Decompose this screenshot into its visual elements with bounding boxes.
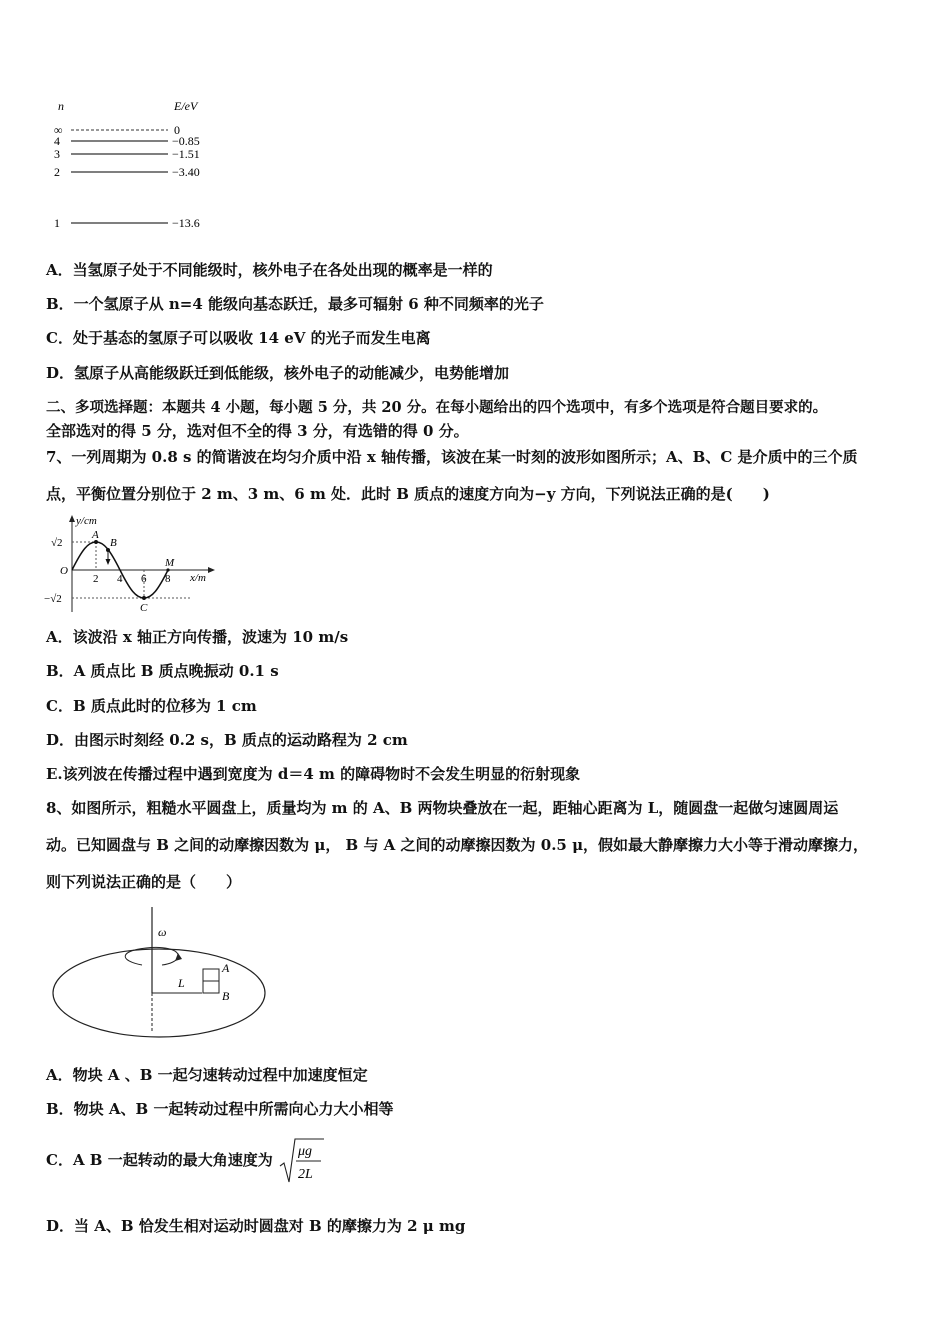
level-2-n: 2 bbox=[54, 165, 60, 179]
block-b-label: B bbox=[222, 989, 230, 1003]
origin-label: O bbox=[60, 565, 68, 577]
q7-stem-line2: 点，平衡位置分别位于 2 m、3 m、6 m 处．此时 B 质点的速度方向为−y 方向，下列说法正确的是( ) bbox=[46, 485, 770, 503]
q8-option-c-row bbox=[46, 1134, 324, 1186]
e-header: E/eV bbox=[174, 99, 198, 113]
q6-option-b: B．一个氢原子从 n=4 能级向基态跃迁，最多可辐射 6 种不同频率的光子 bbox=[46, 295, 544, 313]
y-axis-arrow bbox=[69, 515, 75, 522]
xtick-6: 6 bbox=[141, 573, 147, 585]
block-b bbox=[203, 981, 219, 993]
q6-option-d: D．氢原子从高能级跃迁到低能级，核外电子的动能减少，电势能增加 bbox=[46, 364, 510, 382]
x-axis-label: x/m bbox=[190, 572, 206, 584]
level-inf-n: ∞ bbox=[54, 123, 63, 137]
ytick-top: √2 bbox=[51, 537, 63, 549]
xtick-4: 4 bbox=[117, 573, 123, 585]
level-2-e: −3.40 bbox=[172, 165, 200, 179]
level-inf-e: 0 bbox=[174, 123, 180, 137]
level-4-n: 4 bbox=[54, 134, 60, 148]
q7-option-b: B．A 质点比 B 质点晚振动 0.1 s bbox=[46, 662, 279, 680]
q7-option-a: A．该波沿 x 轴正方向传播，波速为 10 m/s bbox=[46, 628, 349, 646]
sqrt-fraction bbox=[278, 1136, 324, 1186]
point-a-label: A bbox=[92, 529, 99, 541]
point-m-label: M bbox=[165, 557, 175, 569]
rotation-arrowhead bbox=[175, 953, 182, 961]
omega-label: ω bbox=[158, 925, 167, 939]
section-2-heading: 二、多项选择题：本题共 4 小题，每小题 5 分，共 20 分。在每小题给出的四个选项中，有多个选项是符合题目要求的。 bbox=[46, 399, 828, 416]
x-axis-arrow bbox=[208, 567, 215, 573]
point-b-arrowhead bbox=[106, 559, 111, 565]
fraction-numerator: μg bbox=[297, 1144, 312, 1159]
level-4-e: −0.85 bbox=[172, 134, 200, 148]
q8-stem-line2: 动。已知圆盘与 B 之间的动摩擦因数为 μ， B 与 A 之间的动摩擦因数为 0.5 μ，假如最大静摩擦力大小等于滑动摩擦力， bbox=[46, 836, 869, 854]
q7-option-e: E.该列波在传播过程中遇到宽度为 d＝4 m 的障碍物时不会发生明显的衍射现象 bbox=[46, 765, 581, 783]
q8-stem-line1: 8、如图所示，粗糙水平圆盘上，质量均为 m 的 A、B 两物块叠放在一起，距轴心距离为 L，随圆盘一起做匀速圆周运 bbox=[46, 799, 839, 817]
q7-option-d: D．由图示时刻经 0.2 s，B 质点的运动路程为 2 cm bbox=[46, 731, 408, 749]
point-c-label: C bbox=[140, 602, 148, 614]
q8-option-d: D．当 A、B 恰发生相对运动时圆盘对 B 的摩擦力为 2 μ mg bbox=[46, 1217, 466, 1235]
section-2-instructions: 全部选对的得 5 分，选对但不全的得 3 分，有选错的得 0 分。 bbox=[46, 422, 469, 440]
point-b-label: B bbox=[110, 537, 117, 549]
wave-graph bbox=[40, 512, 220, 614]
energy-level-diagram bbox=[46, 98, 226, 238]
l-label: L bbox=[178, 976, 185, 990]
point-c-dot bbox=[142, 596, 146, 600]
block-a-label: A bbox=[222, 961, 230, 975]
ytick-bottom: −√2 bbox=[44, 593, 62, 605]
q7-stem-line1: 7、一列周期为 0.8 s 的简谐波在均匀介质中沿 x 轴传播，该波在某一时刻的波形如图所示；A、B、C 是介质中的三个质 bbox=[46, 448, 858, 466]
level-3-e: −1.51 bbox=[172, 147, 200, 161]
fraction-denominator: 2L bbox=[297, 1167, 313, 1182]
q8-option-b: B．物块 A、B 一起转动过程中所需向心力大小相等 bbox=[46, 1100, 394, 1118]
q7-option-c: C．B 质点此时的位移为 1 cm bbox=[46, 697, 257, 715]
n-header: n bbox=[58, 99, 64, 113]
q8-stem-line3: 则下列说法正确的是（ ） bbox=[46, 873, 242, 891]
q8-option-c: C．A B 一起转动的最大角速度为 bbox=[46, 1151, 273, 1169]
level-3-n: 3 bbox=[54, 147, 60, 161]
block-a bbox=[203, 969, 219, 981]
q6-option-a: A．当氢原子处于不同能级时，核外电子在各处出现的概率是一样的 bbox=[46, 261, 493, 279]
q8-option-a: A．物块 A 、B 一起匀速转动过程中加速度恒定 bbox=[46, 1066, 368, 1084]
y-axis-label: y/cm bbox=[76, 515, 97, 527]
xtick-2: 2 bbox=[93, 573, 99, 585]
xtick-8: 8 bbox=[165, 573, 171, 585]
level-1-e: −13.6 bbox=[172, 216, 200, 230]
q6-option-c: C．处于基态的氢原子可以吸收 14 eV 的光子而发生电离 bbox=[46, 329, 431, 347]
rotating-disc-figure bbox=[46, 905, 276, 1041]
level-1-n: 1 bbox=[54, 216, 60, 230]
